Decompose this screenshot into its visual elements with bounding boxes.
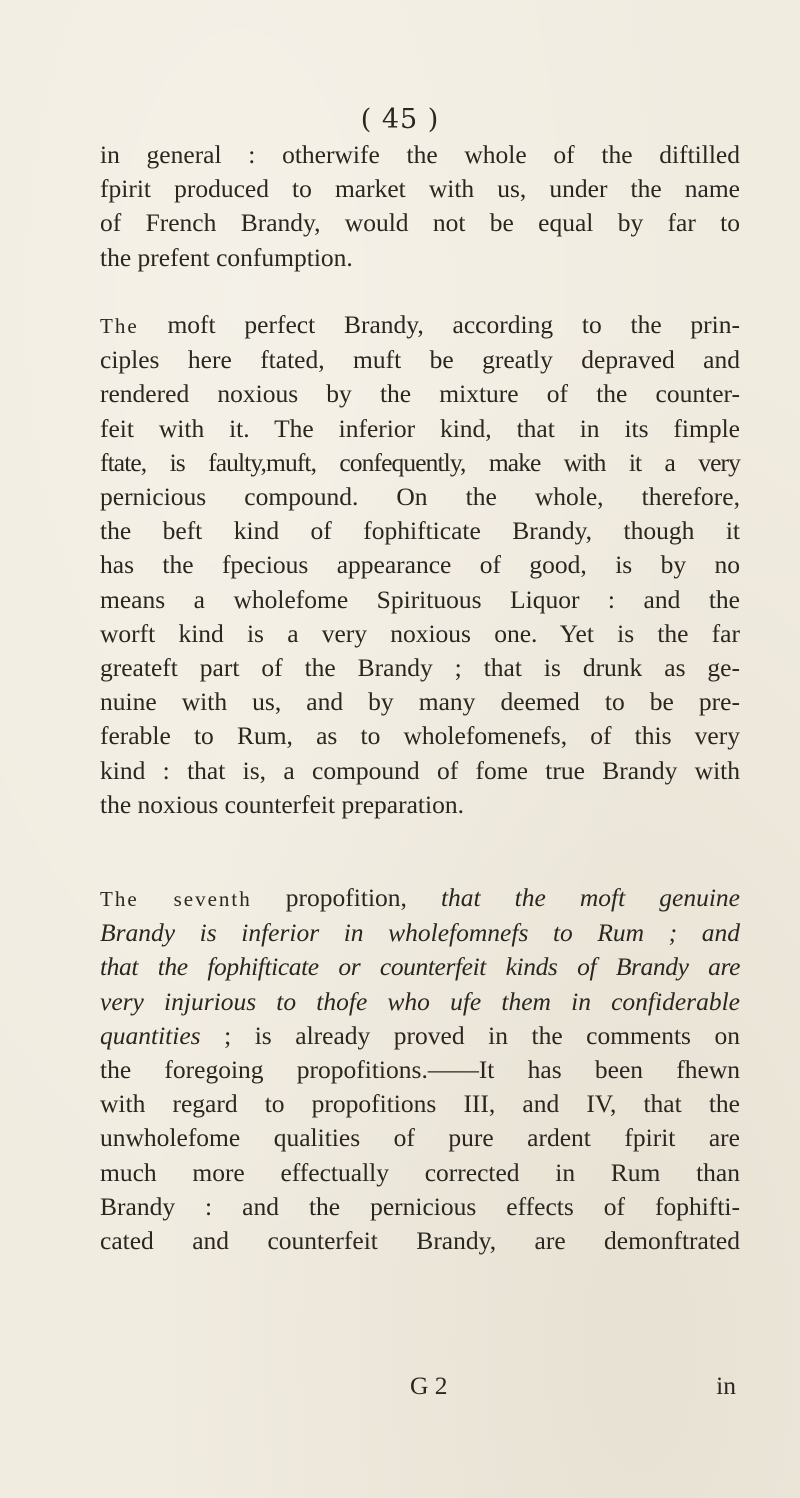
text-line: the noxious counterfeit preparation.	[100, 789, 464, 819]
paragraph-lead: The	[100, 314, 139, 338]
text-line: in general : otherwife the whole of the diftilled	[100, 140, 740, 169]
text-line: kind : that is, a compound of fome true Brandy with	[100, 755, 740, 785]
italic-text: that the moft genuine	[440, 883, 740, 912]
text-line: means a wholefome Spirituous Liquor : and the	[100, 584, 740, 614]
paragraph-3	[100, 881, 740, 1258]
text-line: of French Brandy, would not be equal by far to	[100, 208, 740, 238]
text-line: feit with it. The inferior kind, that in its fimple	[100, 413, 740, 443]
catchword: in	[716, 1371, 736, 1400]
text-line: ferable to Rum, as to wholefomenefs, of this very	[100, 721, 740, 751]
italic-text-line: Brandy is inferior in wholefomnefs to Rum ; and	[100, 918, 740, 948]
text-line	[100, 1019, 740, 1053]
text-line: rendered noxious by the mixture of the counter-	[100, 379, 740, 409]
text-line: the prefent confumption.	[100, 242, 353, 272]
paragraph-lead: The seventh	[100, 887, 252, 911]
paragraph-2	[100, 308, 740, 822]
italic-text: quantities	[100, 1020, 201, 1050]
text-line	[100, 308, 740, 343]
text-line: cated and counterfeit Brandy, are demonftrated	[100, 1226, 740, 1256]
text-fragment: moft perfect Brandy, according to the prin-	[138, 310, 740, 339]
text-line: ftate, is faulty,muft, confequently, make with it a very	[100, 447, 740, 477]
text-line: the beft kind of fophifticate Brandy, though it	[100, 516, 740, 546]
text-line: ciples here ftated, muft be greatly depraved and	[100, 345, 740, 375]
text-line: fpirit produced to market with us, under the name	[100, 174, 740, 204]
text-line: Brandy : and the pernicious effects of fophifti-	[100, 1191, 740, 1221]
text-line: with regard to propofitions III, and IV, that the	[100, 1089, 740, 1119]
text-line: much more effectually corrected in Rum than	[100, 1157, 740, 1187]
text-line: unwholefome qualities of pure ardent fpirit are	[100, 1123, 740, 1153]
paragraph-1	[100, 138, 740, 275]
text-line: greateft part of the Brandy ; that is drunk as ge-	[100, 653, 740, 683]
text-line: has the fpecious appearance of good, is by no	[100, 550, 740, 580]
text-line: nuine with us, and by many deemed to be pre-	[100, 687, 740, 717]
text-fragment: ; is already proved in the comments on	[200, 1020, 740, 1050]
text-line	[100, 881, 740, 916]
text-line: pernicious compound. On the whole, therefore,	[100, 482, 740, 512]
text-line: the foregoing propofitions.——It has been fhewn	[100, 1055, 740, 1085]
text-fragment: propofition,	[251, 883, 441, 912]
signature-mark: G 2	[410, 1371, 448, 1400]
italic-text-line: that the fophifticate or counterfeit kinds of Brandy are	[100, 952, 740, 982]
page-number: ( 45 )	[360, 104, 440, 135]
italic-text-line: very injurious to thofe who ufe them in confiderable	[100, 986, 740, 1016]
text-line: worft kind is a very noxious one. Yet is the far	[100, 618, 740, 648]
